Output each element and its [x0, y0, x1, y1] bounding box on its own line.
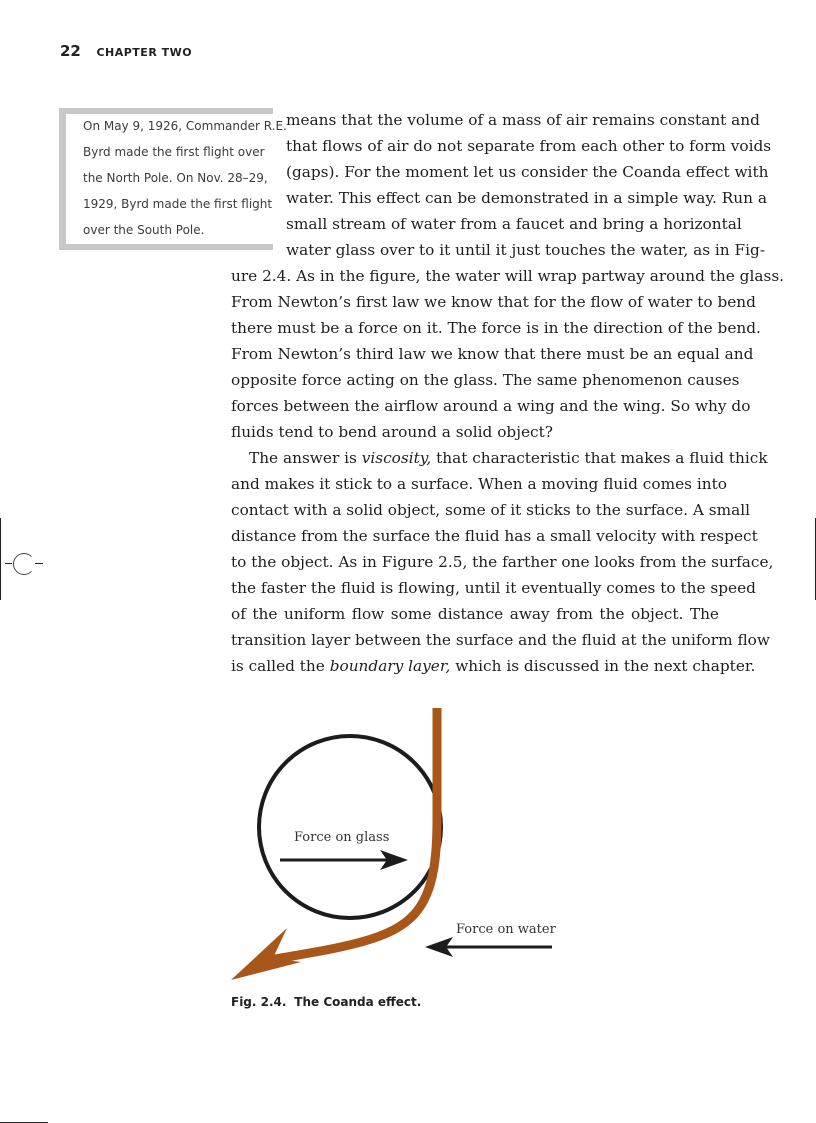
chapter-title: CHAPTER TWO	[96, 46, 193, 59]
body-line: transition layer between the surface and the fluid at the uniform flow	[231, 631, 770, 649]
figure-caption	[231, 995, 421, 1009]
body-line: of the uniform flow some distance away from the object. The	[231, 605, 719, 623]
page-number: 22	[60, 42, 81, 60]
sidebar-line: Byrd made the first flight over	[83, 145, 265, 159]
body-line: From Newton’s first law we know that for the flow of water to bend	[231, 293, 756, 311]
body-line: the faster the fluid is flowing, until it eventually comes to the speed	[231, 579, 756, 597]
registration-mark	[13, 553, 35, 575]
crop-mark	[35, 563, 43, 564]
body-text	[231, 107, 785, 679]
body-line: water. This effect can be demonstrated in a simple way. Run a	[286, 189, 767, 207]
body-line: opposite force acting on the glass. The same phenomenon causes	[231, 371, 740, 389]
italic-term: viscosity,	[361, 449, 432, 467]
body-line: means that the volume of a mass of air remains constant and	[286, 111, 760, 129]
body-line: to the object. As in Figure 2.5, the farther one looks from the surface,	[231, 553, 774, 571]
caption-number: Fig. 2.4.	[231, 995, 287, 1009]
body-line: water glass over to it until it just touches the water, as in Fig-	[286, 241, 765, 259]
body-line: From Newton’s third law we know that there must be an equal and	[231, 345, 754, 363]
body-line: ure 2.4. As in the figure, the water will wrap partway around the glass.	[231, 267, 785, 285]
coanda-figure	[225, 700, 565, 985]
body-line: contact with a solid object, some of it sticks to the surface. A small	[231, 501, 751, 519]
caption-text: The Coanda effect.	[294, 995, 422, 1009]
text-run: that characteristic that makes a fluid thick	[431, 449, 768, 467]
body-line: small stream of water from a faucet and bring a horizontal	[286, 215, 742, 233]
glass-circle	[259, 736, 441, 918]
body-line: there must be a force on it. The force is in the direction of the bend.	[231, 319, 761, 337]
body-line: (gaps). For the moment let us consider the Coanda effect with	[286, 163, 769, 181]
sidebar-line: over the South Pole.	[83, 223, 205, 237]
crop-mark	[5, 563, 12, 564]
text-run: The answer is	[249, 449, 362, 467]
body-line: fluids tend to bend around a solid object?	[231, 423, 553, 441]
body-line	[231, 445, 768, 471]
running-header	[60, 41, 192, 60]
italic-term: boundary layer,	[329, 657, 451, 675]
sidebar-line: 1929, Byrd made the first flight	[83, 197, 273, 211]
sidebar-line: the North Pole. On Nov. 28–29,	[83, 171, 268, 185]
body-line: and makes it stick to a surface. When a moving fluid comes into	[231, 475, 727, 493]
text-run: which is discussed in the next chapter.	[450, 657, 756, 675]
body-line: forces between the airflow around a wing and the wing. So why do	[231, 397, 751, 415]
body-line: that flows of air do not separate from each other to form voids	[286, 137, 772, 155]
force-on-glass-label: Force on glass	[294, 830, 390, 845]
force-on-water-label: Force on water	[456, 922, 556, 937]
crop-mark	[0, 518, 1, 600]
text-run: is called the	[231, 657, 330, 675]
body-line	[231, 653, 756, 679]
body-line: distance from the surface the fluid has a small velocity with respect	[231, 527, 758, 545]
sidebar-line: On May 9, 1926, Commander R.E.	[83, 119, 287, 133]
